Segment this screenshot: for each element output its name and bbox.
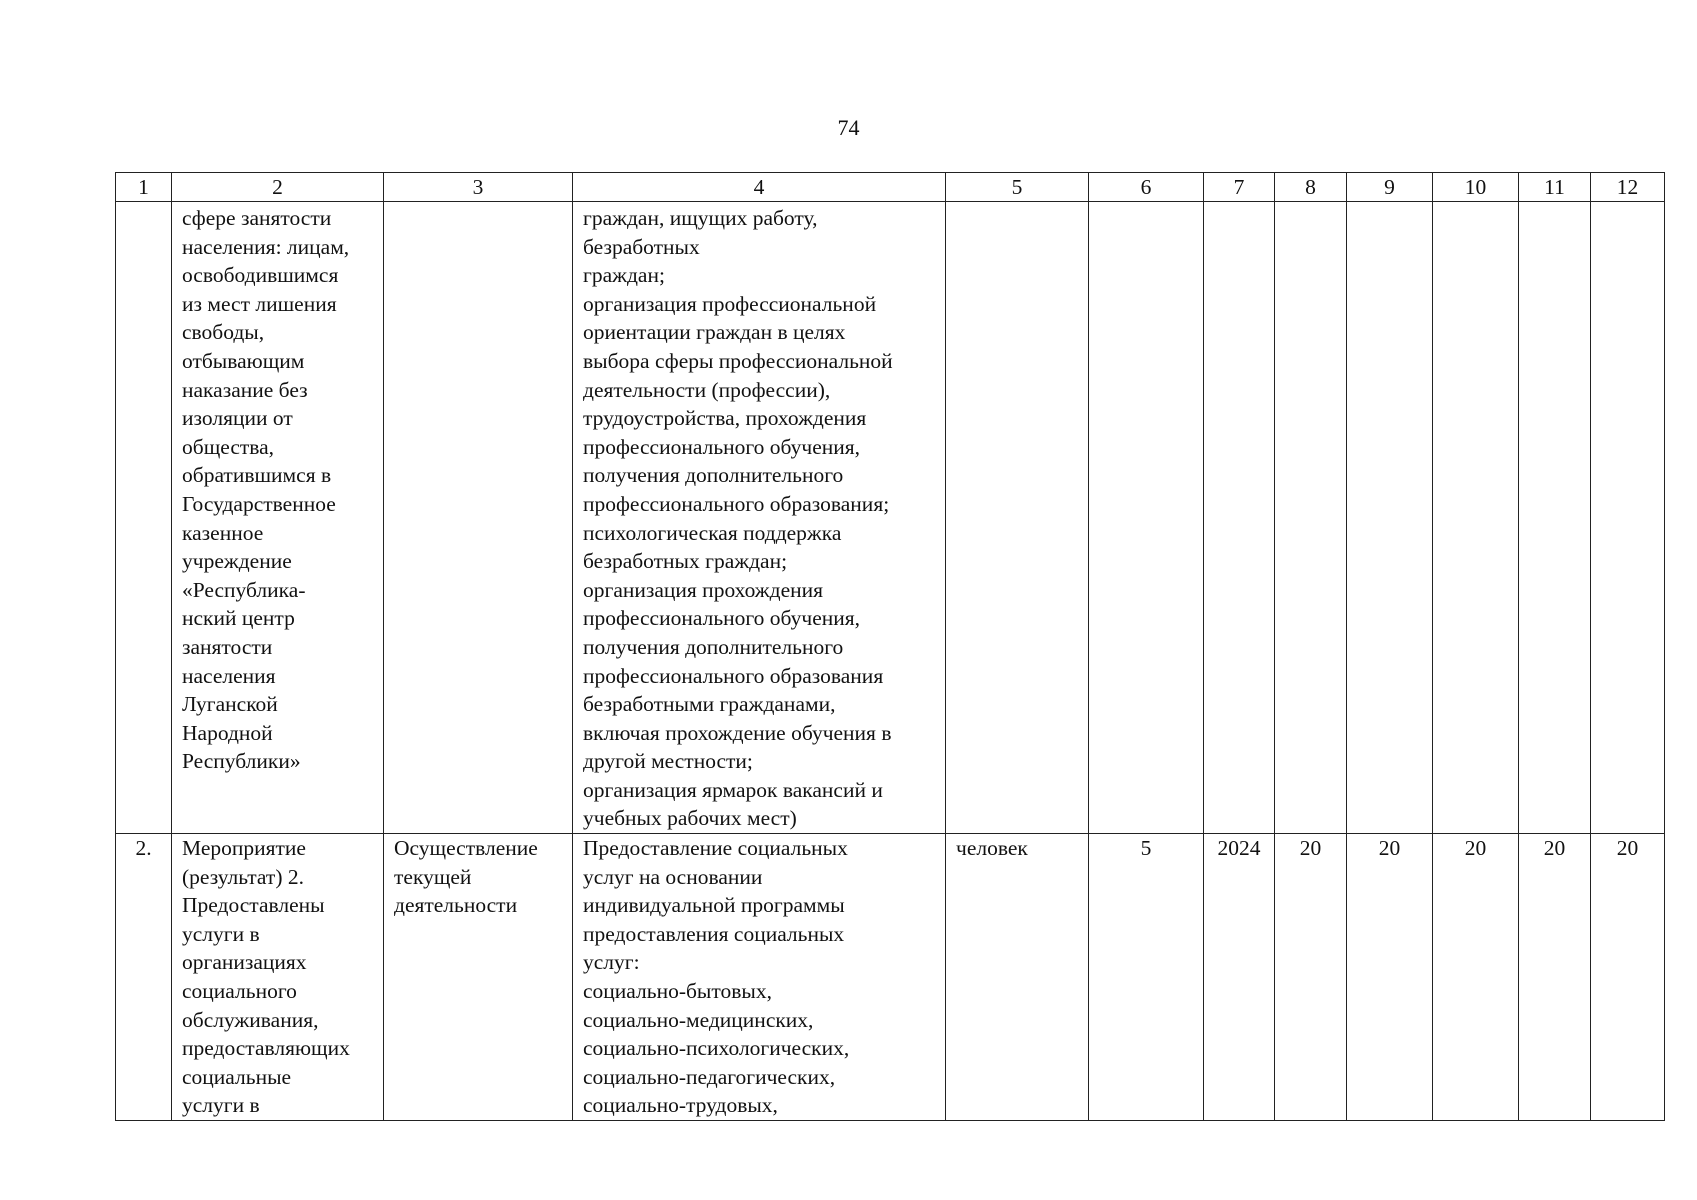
header-col-8: 8 bbox=[1275, 173, 1347, 202]
cell-col9: 20 bbox=[1347, 834, 1433, 1121]
cell-unit bbox=[946, 202, 1089, 834]
cell-col6 bbox=[1089, 202, 1204, 834]
cell-col11 bbox=[1519, 202, 1591, 834]
cell-num bbox=[116, 202, 172, 834]
cell-col10: 20 bbox=[1433, 834, 1519, 1121]
header-col-6: 6 bbox=[1089, 173, 1204, 202]
cell-type bbox=[384, 202, 573, 834]
page-number: 74 bbox=[837, 115, 860, 140]
header-row bbox=[116, 173, 1665, 202]
cell-col7 bbox=[1204, 202, 1275, 834]
cell-col8 bbox=[1275, 202, 1347, 834]
cell-name: сфере занятости населения: лицам, освободившимся из мест лишения свободы, отбывающим наказание без изоляции от общества, обратившимся в Государственное казенное учреждение «Республика- нский центр занятости населения Луганской Народной Республики» bbox=[172, 202, 384, 834]
table-row bbox=[116, 834, 1665, 1121]
header-col-9: 9 bbox=[1347, 173, 1433, 202]
header-col-12: 12 bbox=[1591, 173, 1665, 202]
header-col-7: 7 bbox=[1204, 173, 1275, 202]
cell-description: граждан, ищущих работу, безработных граждан; организация профессиональной ориентации граждан в целях выбора сферы профессиональной деятельности (профессии), трудоустройства, прохождения профессионального обучения, получения дополнительного профессионального образования; психологическая поддержка безработных граждан; организация прохождения профессионального обучения, получения дополнительного профессионального образования безработными гражданами, включая прохождение обучения в другой местности; организация ярмарок вакансий и учебных рабочих мест) bbox=[573, 202, 946, 834]
measures-table bbox=[115, 172, 1665, 1121]
header-col-2: 2 bbox=[172, 173, 384, 202]
cell-name: Мероприятие (результат) 2. Предоставлены услуги в организациях социального обслуживания, предоставляющих социальные услуги в bbox=[172, 834, 384, 1121]
header-col-3: 3 bbox=[384, 173, 573, 202]
table-row bbox=[116, 202, 1665, 834]
cell-col8: 20 bbox=[1275, 834, 1347, 1121]
header-col-4: 4 bbox=[573, 173, 946, 202]
header-col-5: 5 bbox=[946, 173, 1089, 202]
cell-col6: 5 bbox=[1089, 834, 1204, 1121]
header-col-10: 10 bbox=[1433, 173, 1519, 202]
header-col-1: 1 bbox=[116, 173, 172, 202]
cell-num: 2. bbox=[116, 834, 172, 1121]
cell-col10 bbox=[1433, 202, 1519, 834]
cell-col7: 2024 bbox=[1204, 834, 1275, 1121]
cell-col9 bbox=[1347, 202, 1433, 834]
cell-col11: 20 bbox=[1519, 834, 1591, 1121]
header-col-11: 11 bbox=[1519, 173, 1591, 202]
cell-description: Предоставление социальных услуг на основании индивидуальной программы предоставления социальных услуг: социально-бытовых, социально-медицинских, социально-психологических, социально-педагогических, социально-трудовых, bbox=[573, 834, 946, 1121]
cell-col12 bbox=[1591, 202, 1665, 834]
cell-col12: 20 bbox=[1591, 834, 1665, 1121]
cell-unit: человек bbox=[946, 834, 1089, 1121]
cell-type: Осуществление текущей деятельности bbox=[384, 834, 573, 1121]
